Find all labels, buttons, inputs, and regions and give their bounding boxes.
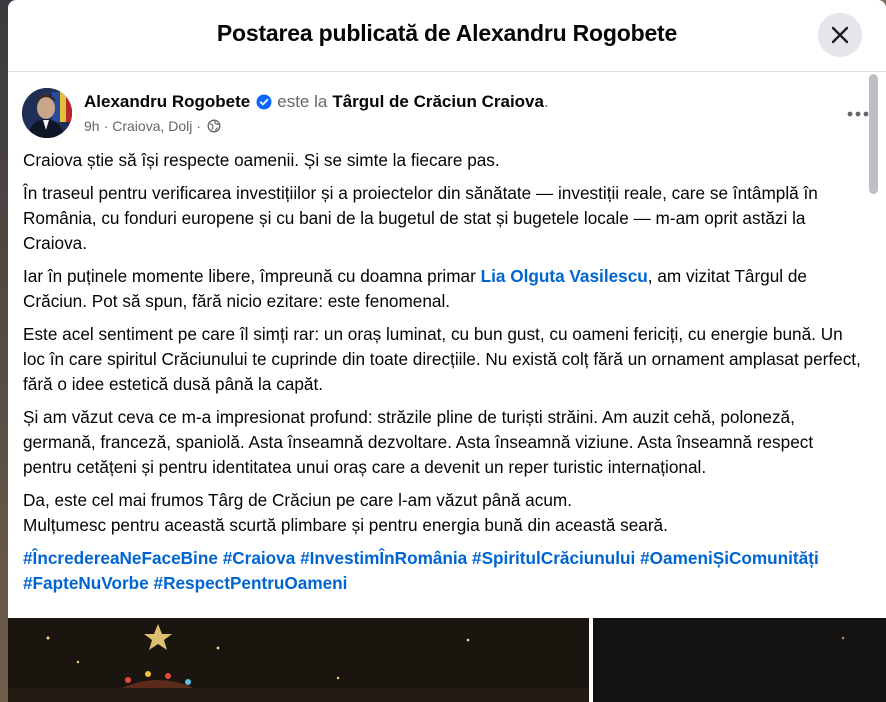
meta-separator: · bbox=[103, 118, 109, 134]
close-button[interactable] bbox=[818, 13, 862, 57]
hashtag-link[interactable]: #ÎncredereaNeFaceBine bbox=[23, 548, 218, 568]
post-paragraph: Craiova știe să își respecte oamenii. Și se simte la fiecare pas. bbox=[23, 150, 500, 170]
post-location[interactable]: Craiova, Dolj bbox=[112, 118, 193, 134]
author-avatar[interactable] bbox=[22, 88, 72, 138]
more-options-button[interactable] bbox=[844, 100, 872, 128]
hashtag-link[interactable]: #RespectPentruOameni bbox=[153, 573, 348, 593]
post-photos bbox=[8, 618, 886, 702]
post-paragraph: Și am văzut ceva ce m-a impresionat profund: străzile pline de turiști străini. Am auzit cehă, poloneză, germană, franceză, spaniolă. Asta înseamnă dezvoltare. Asta înseamnă viziune. Asta înseamnă respect pentru cetățeni și pentru identitatea unui oraș care a devenit un reper turistic internațional. bbox=[23, 407, 814, 477]
post-paragraph: Este acel sentiment pe care îl simți rar: un oraș luminat, cu bun gust, cu oameni fericiți, cu energie bună. Un loc în care spiritul Crăciunului te cuprinde din toate direcțiile. Nu există colț fără un ornament amplasat perfect, fără o idee estetică dusă până la capăt. bbox=[23, 324, 861, 394]
more-options-icon bbox=[847, 111, 869, 117]
mention-link[interactable]: Lia Olguta Vasilescu bbox=[480, 266, 648, 286]
hashtag-link[interactable]: #OameniȘiComunități bbox=[640, 548, 819, 568]
hashtag-link[interactable]: #SpiritulCrăciunului bbox=[472, 548, 636, 568]
modal-header bbox=[8, 0, 886, 72]
modal-title: Postarea publicată de Alexandru Rogobete bbox=[216, 20, 678, 46]
close-icon bbox=[831, 26, 849, 44]
post-header bbox=[22, 88, 852, 138]
post-paragraph bbox=[23, 488, 863, 538]
paragraph-line: Da, este cel mai frumos Târg de Crăciun pe care l-am văzut până acum. bbox=[23, 490, 572, 510]
post-text bbox=[23, 148, 863, 604]
night-photo bbox=[593, 618, 886, 702]
post-photo[interactable] bbox=[8, 618, 589, 702]
paragraph-text: , am vizitat Târgul de Crăciun. Pot să spun, fără nicio ezitare: este fenomenal. bbox=[23, 266, 807, 311]
post-meta bbox=[84, 118, 221, 134]
scrollbar-thumb[interactable] bbox=[869, 74, 878, 194]
globe-icon[interactable] bbox=[207, 119, 221, 133]
hashtag-link[interactable]: #Craiova bbox=[222, 548, 296, 568]
checkin-dot: . bbox=[543, 92, 549, 111]
post-modal bbox=[8, 0, 886, 702]
author-name[interactable]: Alexandru Rogobete bbox=[84, 92, 251, 111]
verified-badge-icon bbox=[256, 94, 272, 110]
hashtag-link[interactable]: #FapteNuVorbe bbox=[23, 573, 149, 593]
checkin-connector: este la bbox=[277, 92, 328, 111]
post-timestamp[interactable]: 9h bbox=[84, 118, 100, 134]
meta-separator: · bbox=[196, 118, 202, 134]
hashtag-link[interactable]: #InvestimÎnRomânia bbox=[300, 548, 468, 568]
paragraph-text: Iar în puținele momente libere, împreună cu doamna primar bbox=[23, 266, 481, 286]
avatar-photo bbox=[22, 88, 72, 138]
paragraph-line: Mulțumesc pentru această scurtă plimbare și pentru energia bună din această seară. bbox=[23, 515, 668, 535]
post-paragraph bbox=[23, 264, 863, 314]
author-line bbox=[84, 92, 549, 112]
post-paragraph: În traseul pentru verificarea investițiilor și a proiectelor din sănătate — investiții reale, care se întâmplă în România, cu fonduri europene și cu bani de la bugetul de stat și bugetele locale — m-am oprit astăzi la Craiova. bbox=[23, 183, 818, 253]
hashtag-list bbox=[23, 546, 863, 596]
christmas-market-photo bbox=[8, 618, 589, 702]
checkin-place[interactable]: Târgul de Crăciun Craiova bbox=[332, 92, 544, 111]
post-scroll-area[interactable] bbox=[8, 72, 886, 702]
post-photo[interactable] bbox=[593, 618, 886, 702]
